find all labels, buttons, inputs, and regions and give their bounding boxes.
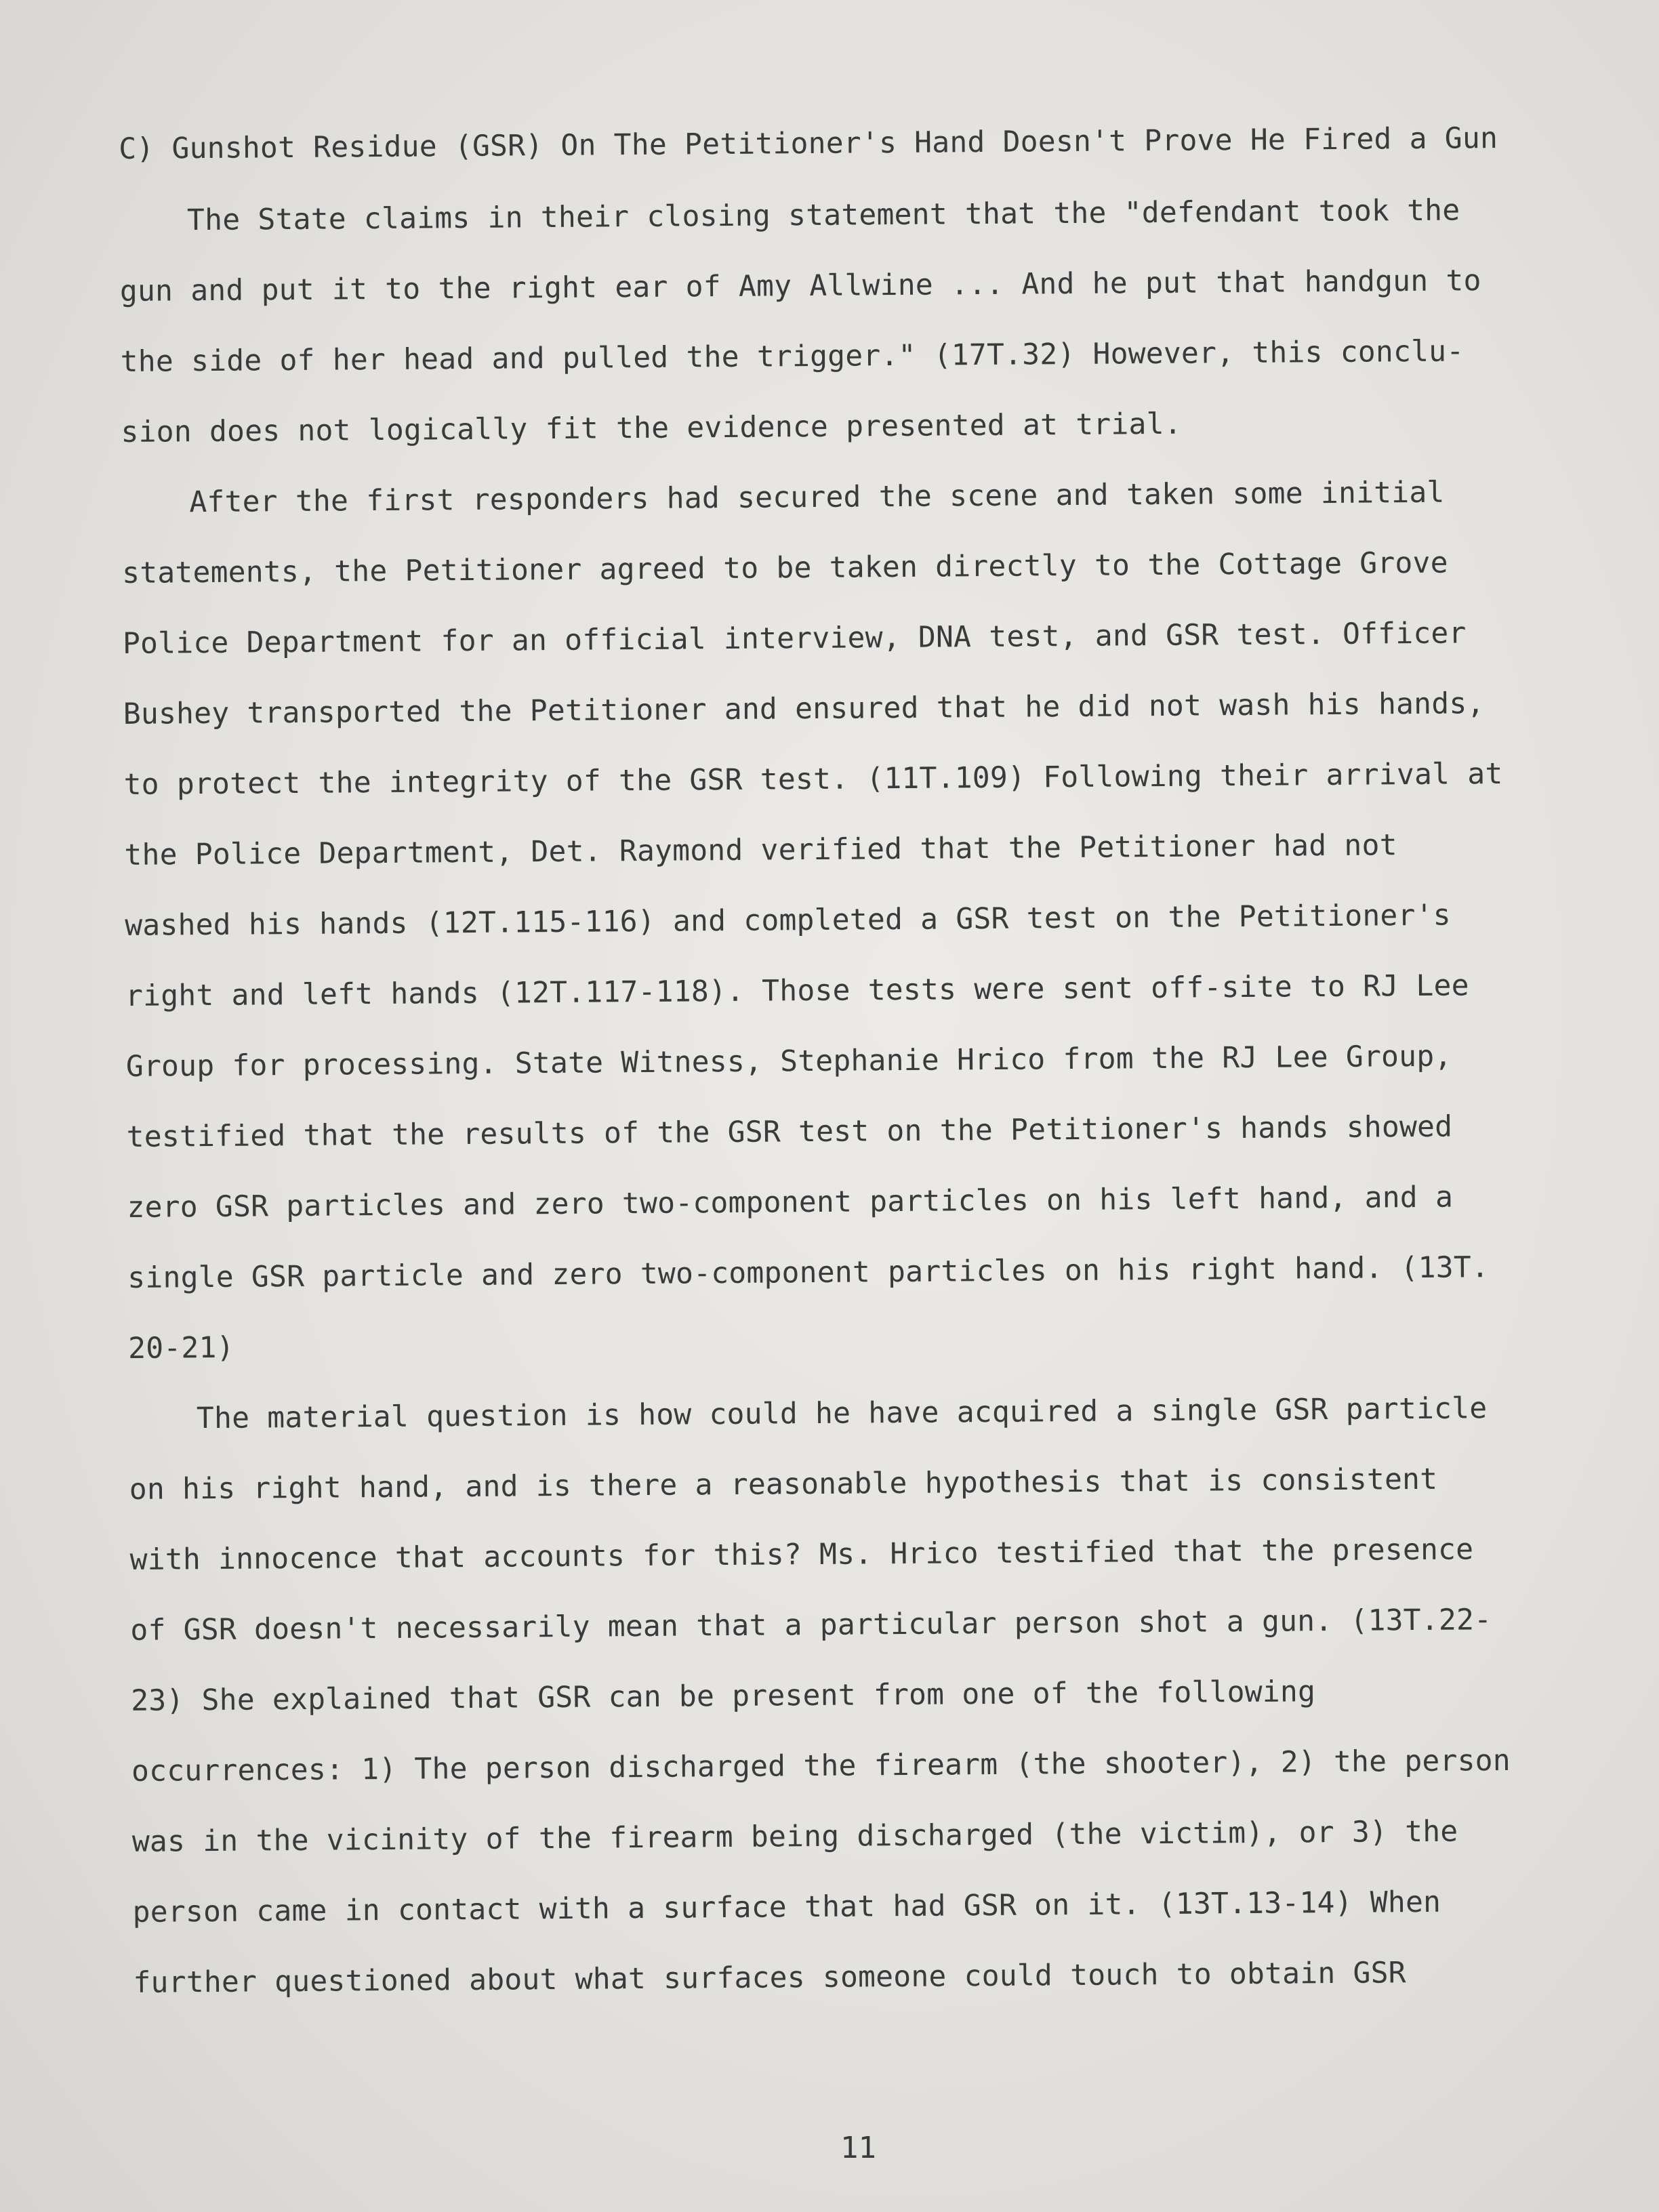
document-body [119, 118, 1530, 2018]
paragraph-gsr-test: After the first responders had secured the scene and taken some initial statements, the Petitioner agreed to be taken directly to the Cottage Grove Police Department for an official interview, DNA test, and GSR test. Officer Bushey transported the Petitioner and ensured that he did not wash his hands, to protect the integrity of the GSR test. (11T.109) Following their arrival at the Police Department, Det. Raymond verified that the Petitioner had not washed his hands (12T.115-116) and completed a GSR test on the Petitioner's right and left hands (12T.117-118). Those tests were sent off-site to RJ Lee Group for processing. State Witness, Stephanie Hrico from the RJ Lee Group, testified that the results of the GSR test on the Petitioner's hands showed zero GSR particles and zero two-component particles on his left hand, and a single GSR particle and zero two-component particles on his right hand. (13T. 20-21) [121, 475, 1503, 1366]
paragraph-closing-statement: The State claims in their closing statement that the "defendant took the gun and put it to the right ear of Amy Allwine ... And he put that handgun to the side of her head and pulled the trigger." (17T.32) However, this conclu- sion does not logically fit the evidence presented at trial. [119, 193, 1481, 449]
page-number: 11 [840, 2131, 876, 2165]
section-heading: C) Gunshot Residue (GSR) On The Petitioner's Hand Doesn't Prove He Fired a Gun [119, 121, 1498, 166]
paragraph-material-question: The material question is how could he have acquired a single GSR particle on his right hand, and is there a reasonable hypothesis that is consistent with innocence that accounts for this? Ms. Hrico testified that the presence of GSR doesn't necessarily mean that a particular person shot a gun. (13T.22- 23) She explained that GSR can be present from one of the following occurrences: 1) The person discharged the firearm (the shooter), 2) the person was in the vicinity of the firearm being discharged (the victim), or 3) the person came in contact with a surface that had GSR on it. (13T.13-14) When further questioned about what surfaces someone could touch to obtain GSR [129, 1391, 1511, 2000]
